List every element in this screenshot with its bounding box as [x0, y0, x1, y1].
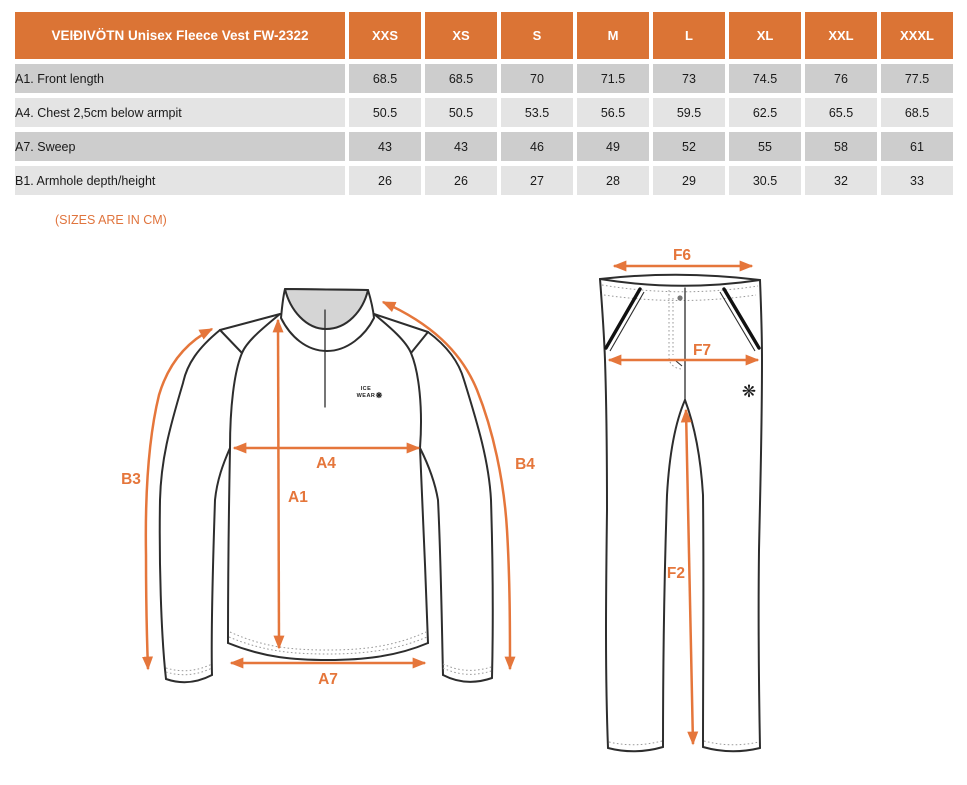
cell-value: 61	[881, 132, 953, 161]
cell-value: 58	[805, 132, 877, 161]
table-row-armhole	[15, 166, 953, 195]
b4-label: B4	[515, 456, 535, 473]
table-row-front-length	[15, 64, 953, 93]
b3-arrow	[146, 329, 212, 669]
size-col-s: S	[501, 12, 573, 59]
cell-value: 49	[577, 132, 649, 161]
waist-button	[677, 295, 682, 300]
jacket-outline	[160, 289, 493, 682]
logo-line1: ICE	[360, 386, 372, 392]
cell-value: 26	[349, 166, 421, 195]
pants-measure-arrows	[609, 247, 758, 744]
snowflake-icon: ❋	[375, 391, 383, 400]
size-col-l: L	[653, 12, 725, 59]
icewear-logo	[357, 386, 383, 400]
a1-arrow	[278, 320, 279, 648]
cell-value: 59.5	[653, 98, 725, 127]
collar-inner	[285, 289, 368, 329]
row-label: A1. Front length	[15, 64, 345, 93]
size-col-xs: XS	[425, 12, 497, 59]
cell-value: 50.5	[425, 98, 497, 127]
cell-value: 29	[653, 166, 725, 195]
snowflake-logo-icon: ❋	[741, 382, 757, 401]
jacket-diagram	[95, 250, 565, 710]
cell-value: 55	[729, 132, 801, 161]
cell-value: 76	[805, 64, 877, 93]
row-label: A4. Chest 2,5cm below armpit	[15, 98, 345, 127]
cell-value: 68.5	[425, 64, 497, 93]
pants-diagram	[585, 240, 785, 775]
f6-label: F6	[672, 247, 692, 264]
size-table	[11, 7, 957, 200]
cell-value: 52	[653, 132, 725, 161]
size-col-xl: XL	[729, 12, 801, 59]
right-pocket-opening	[724, 289, 759, 348]
cell-value: 50.5	[349, 98, 421, 127]
b3-label: B3	[121, 471, 141, 488]
cell-value: 27	[501, 166, 573, 195]
size-col-xxxl: XXXL	[881, 12, 953, 59]
table-row-sweep	[15, 132, 953, 161]
cell-value: 26	[425, 166, 497, 195]
cell-value: 53.5	[501, 98, 573, 127]
cell-value: 43	[349, 132, 421, 161]
cell-value: 28	[577, 166, 649, 195]
cell-value: 71.5	[577, 64, 649, 93]
sizes-unit-note: (SIZES ARE IN CM)	[55, 213, 167, 227]
size-table-header-row	[15, 12, 953, 59]
cell-value: 68.5	[349, 64, 421, 93]
product-title: VEIÐIVÖTN Unisex Fleece Vest FW-2322	[15, 12, 345, 59]
size-col-xxs: XXS	[349, 12, 421, 59]
b4-arrow	[383, 302, 510, 669]
pants-outline	[600, 275, 762, 752]
row-label: B1. Armhole depth/height	[15, 166, 345, 195]
cell-value: 65.5	[805, 98, 877, 127]
size-col-m: M	[577, 12, 649, 59]
cell-value: 46	[501, 132, 573, 161]
cell-value: 30.5	[729, 166, 801, 195]
cell-value: 32	[805, 166, 877, 195]
cell-value: 73	[653, 64, 725, 93]
a4-label: A4	[316, 455, 336, 472]
cell-value: 62.5	[729, 98, 801, 127]
f7-label: F7	[692, 342, 712, 359]
a1-label: A1	[288, 489, 308, 506]
fly-stitch	[669, 290, 681, 369]
cell-value: 70	[501, 64, 573, 93]
cell-value: 56.5	[577, 98, 649, 127]
f2-arrow	[686, 410, 693, 744]
logo-line2: WEAR	[356, 393, 376, 399]
cell-value: 74.5	[729, 64, 801, 93]
table-row-chest	[15, 98, 953, 127]
jacket-measure-arrows	[121, 302, 535, 688]
cell-value: 33	[881, 166, 953, 195]
size-col-xxl: XXL	[805, 12, 877, 59]
a7-label: A7	[318, 671, 338, 688]
f2-label: F2	[666, 565, 685, 582]
cell-value: 68.5	[881, 98, 953, 127]
left-pocket-opening	[606, 289, 640, 348]
row-label: A7. Sweep	[15, 132, 345, 161]
cell-value: 43	[425, 132, 497, 161]
cell-value: 77.5	[881, 64, 953, 93]
